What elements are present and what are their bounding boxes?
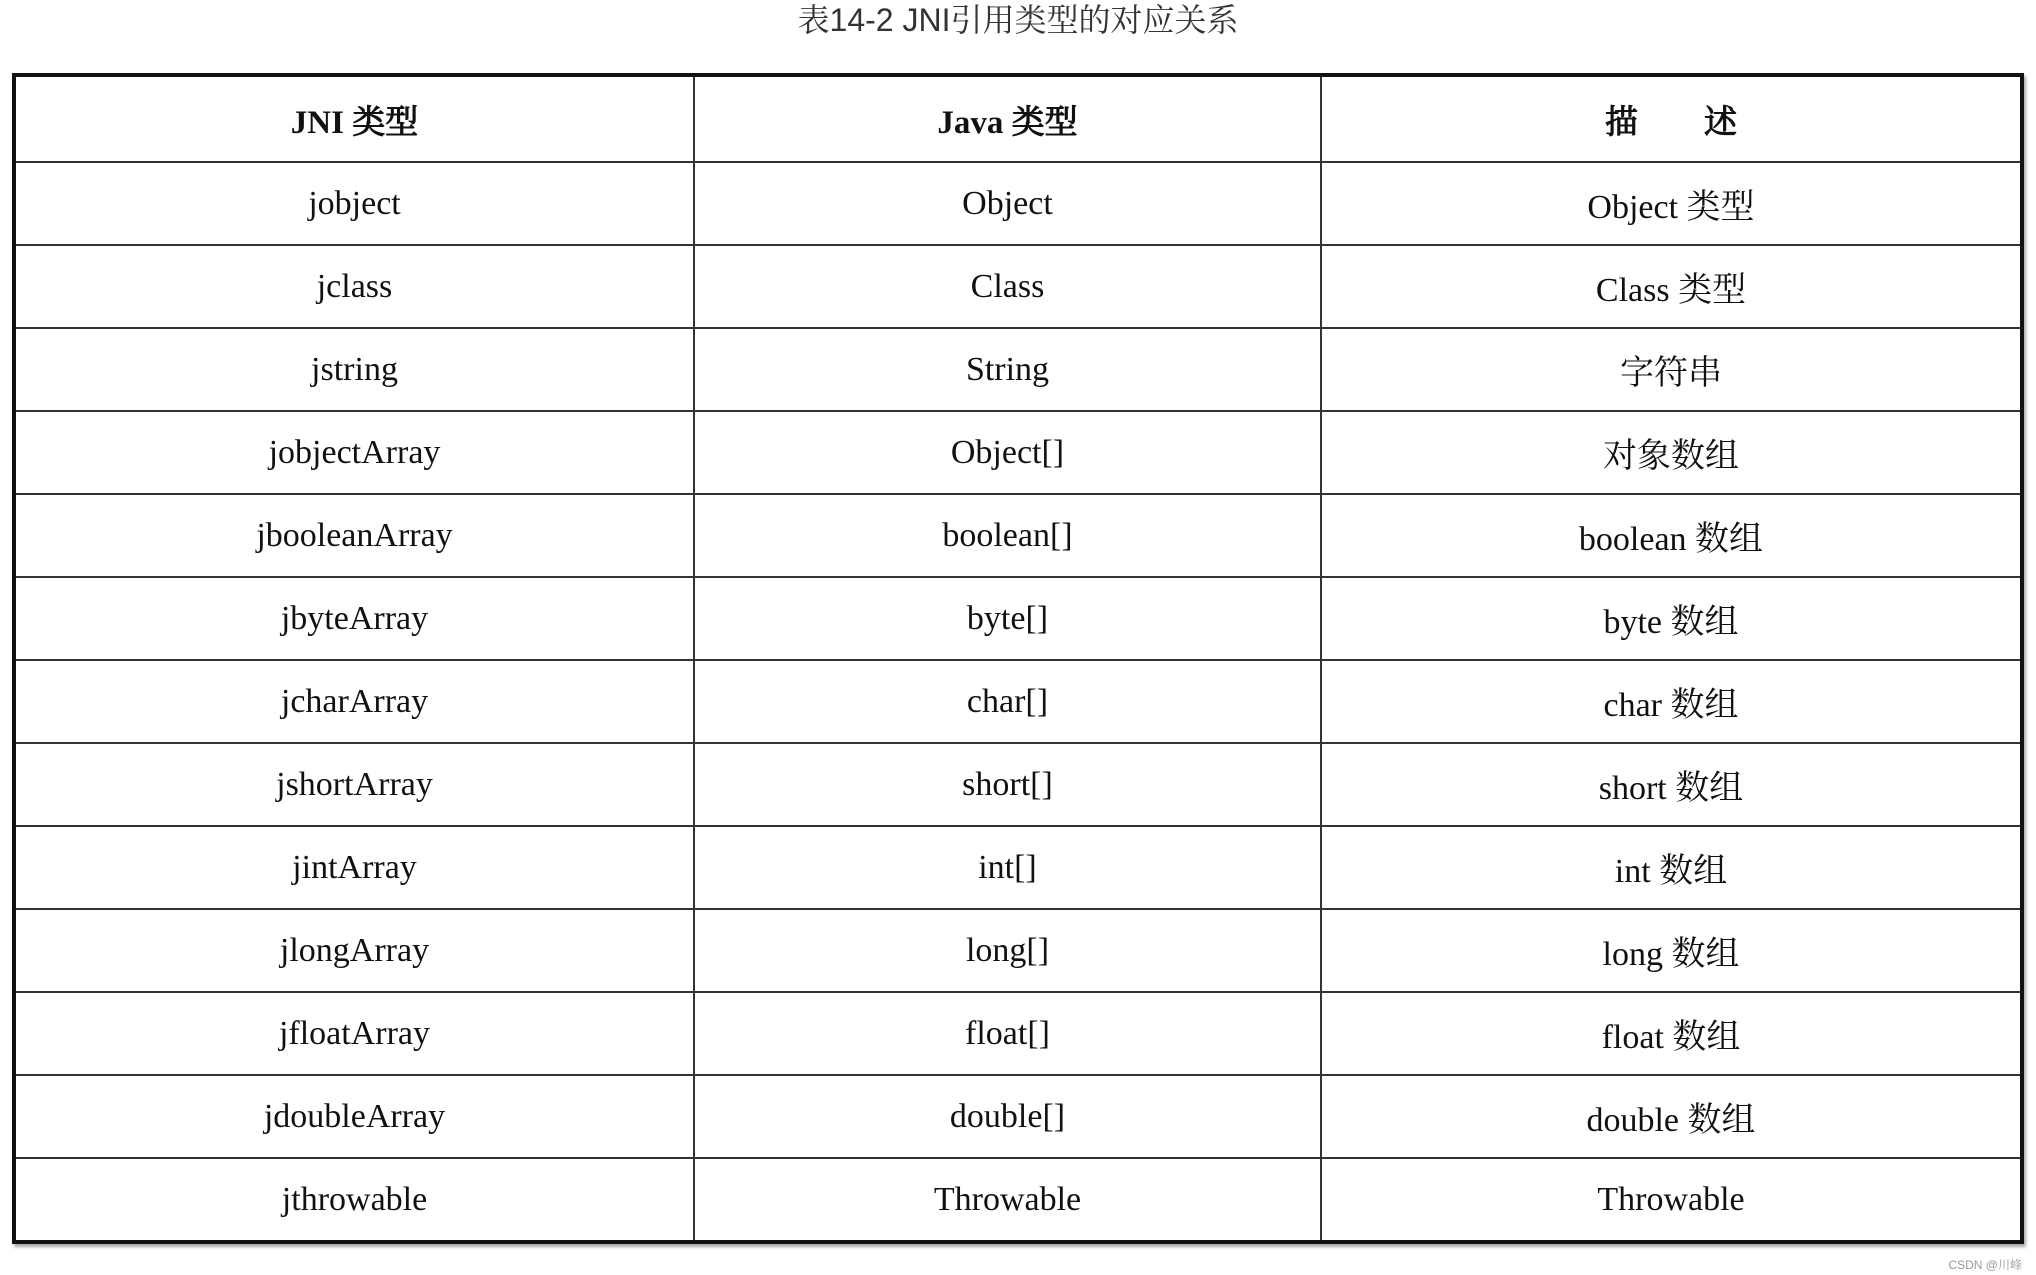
table-caption: 表14-2 JNI引用类型的对应关系: [797, 2, 1239, 38]
header-row: [14, 75, 2022, 162]
cell-jni-type: jintArray: [14, 826, 694, 909]
cell-jni-type: jobjectArray: [14, 411, 694, 494]
header-jni-type: JNI 类型: [14, 75, 694, 162]
cell-java-type: long[]: [694, 909, 1321, 992]
cell-java-type: String: [694, 328, 1321, 411]
cell-description: 对象数组: [1321, 411, 2022, 494]
table-row: [14, 743, 2022, 826]
cell-description: Object 类型: [1321, 162, 2022, 245]
cell-java-type: double[]: [694, 1075, 1321, 1158]
cell-description: int 数组: [1321, 826, 2022, 909]
cell-java-type: int[]: [694, 826, 1321, 909]
cell-java-type: byte[]: [694, 577, 1321, 660]
cell-java-type: char[]: [694, 660, 1321, 743]
cell-jni-type: jbyteArray: [14, 577, 694, 660]
cell-description: Class 类型: [1321, 245, 2022, 328]
cell-java-type: Throwable: [694, 1158, 1321, 1242]
cell-description: boolean 数组: [1321, 494, 2022, 577]
cell-java-type: Object: [694, 162, 1321, 245]
cell-java-type: boolean[]: [694, 494, 1321, 577]
cell-jni-type: jbooleanArray: [14, 494, 694, 577]
table-row: [14, 826, 2022, 909]
table-row: [14, 660, 2022, 743]
cell-jni-type: jclass: [14, 245, 694, 328]
cell-jni-type: jfloatArray: [14, 992, 694, 1075]
table-row: [14, 494, 2022, 577]
cell-jni-type: jstring: [14, 328, 694, 411]
cell-java-type: Object[]: [694, 411, 1321, 494]
cell-jni-type: jlongArray: [14, 909, 694, 992]
cell-java-type: short[]: [694, 743, 1321, 826]
cell-jni-type: jthrowable: [14, 1158, 694, 1242]
table-row: [14, 411, 2022, 494]
cell-description: double 数组: [1321, 1075, 2022, 1158]
table-row: [14, 909, 2022, 992]
table-row: [14, 162, 2022, 245]
watermark: CSDN @川峰: [1948, 1258, 2022, 1272]
table-row: [14, 577, 2022, 660]
table-row: [14, 1075, 2022, 1158]
cell-description: char 数组: [1321, 660, 2022, 743]
cell-jni-type: jobject: [14, 162, 694, 245]
table-row: [14, 328, 2022, 411]
header-description: 描 述: [1321, 75, 2022, 162]
cell-description: float 数组: [1321, 992, 2022, 1075]
jni-reference-type-table: [12, 73, 2024, 1244]
table-row: [14, 1158, 2022, 1242]
cell-jni-type: jshortArray: [14, 743, 694, 826]
cell-jni-type: jdoubleArray: [14, 1075, 694, 1158]
cell-description: long 数组: [1321, 909, 2022, 992]
cell-jni-type: jcharArray: [14, 660, 694, 743]
cell-description: short 数组: [1321, 743, 2022, 826]
cell-description: byte 数组: [1321, 577, 2022, 660]
cell-description: Throwable: [1321, 1158, 2022, 1242]
table-row: [14, 992, 2022, 1075]
cell-description: 字符串: [1321, 328, 2022, 411]
cell-java-type: Class: [694, 245, 1321, 328]
table-row: [14, 245, 2022, 328]
cell-java-type: float[]: [694, 992, 1321, 1075]
header-java-type: Java 类型: [694, 75, 1321, 162]
